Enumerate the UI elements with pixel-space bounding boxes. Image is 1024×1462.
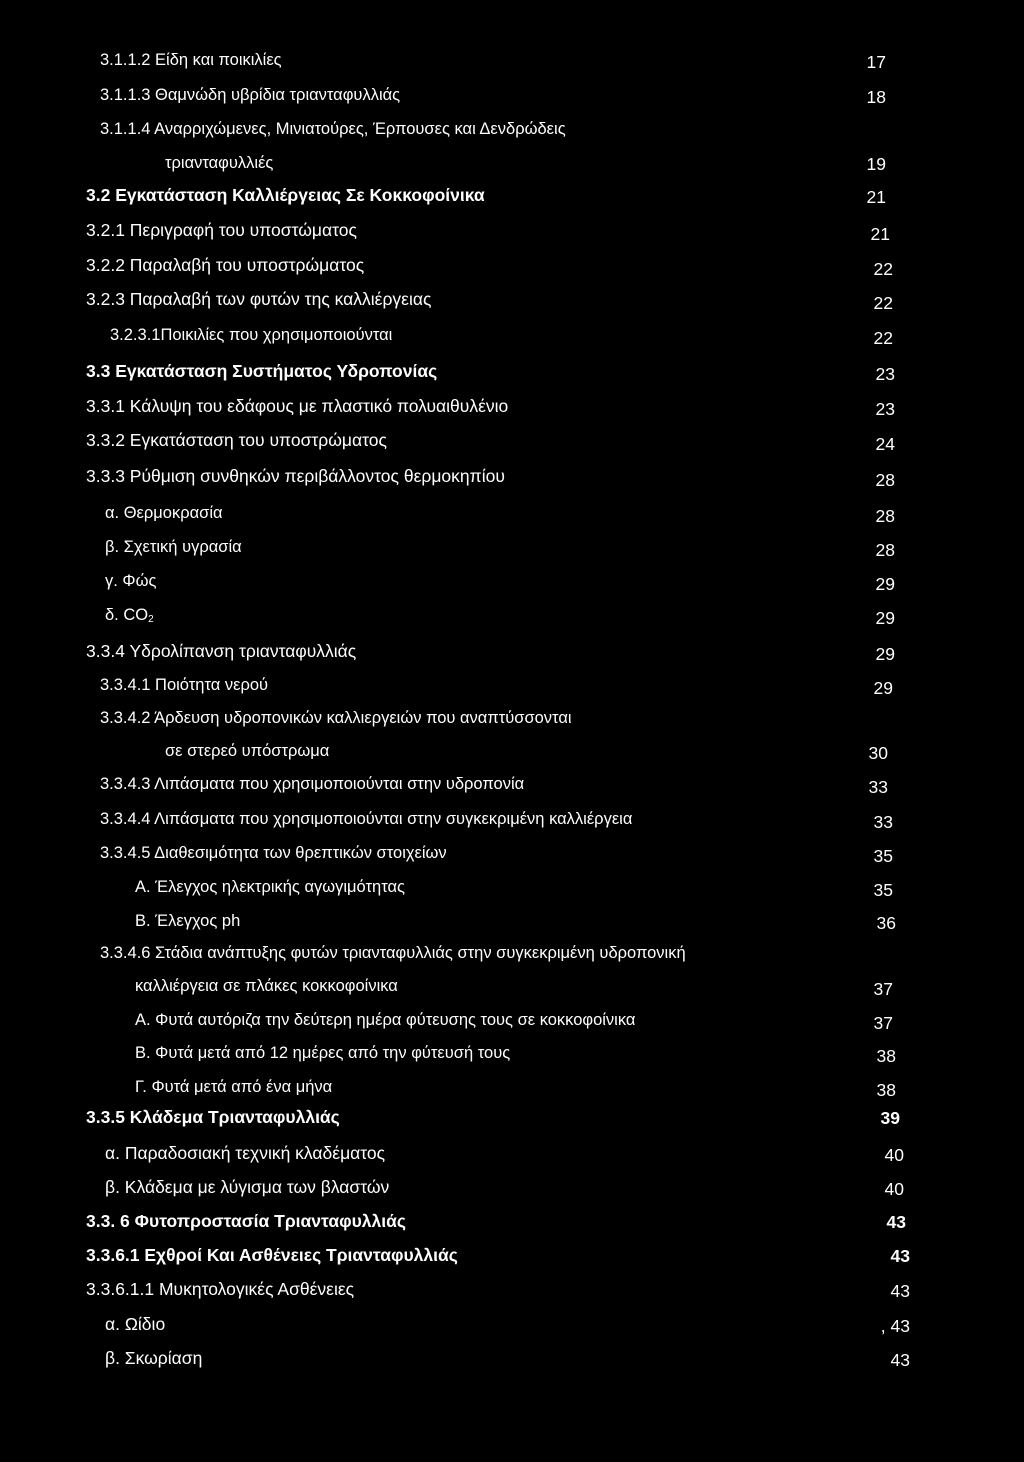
subscript: 2 bbox=[148, 614, 154, 625]
toc-entry: 3.3.4.4 Λιπάσματα που χρησιμοποιούνται στην συγκεκριμένη καλλιέργεια bbox=[100, 810, 633, 828]
toc-entry: α. Θερμοκρασία bbox=[105, 504, 223, 522]
toc-entry: 3.3.4.6 Στάδια ανάπτυξης φυτών τριανταφυλλιάς στην συγκεκριμένη υδροπονική bbox=[100, 944, 686, 962]
toc-entry-co2 bbox=[105, 607, 154, 625]
toc-page-number: 43 bbox=[890, 1281, 910, 1301]
toc-page-number: 21 bbox=[870, 224, 890, 244]
toc-entry: Γ. Φυτά μετά από ένα μήνα bbox=[135, 1078, 333, 1096]
toc-page-number: 35 bbox=[873, 880, 893, 900]
toc-entry: 3.3.4.3 Λιπάσματα που χρησιμοποιούνται στην υδροπονία bbox=[100, 775, 525, 793]
toc-entry: 3.3.1 Κάλυψη του εδάφους με πλαστικό πολυαιθυλένιο bbox=[86, 396, 509, 416]
toc-entry: Α. Φυτά αυτόριζα την δεύτερη ημέρα φύτευσης τους σε κοκκοφοίνικα bbox=[135, 1011, 636, 1029]
toc-page-number: 37 bbox=[873, 979, 893, 999]
toc-entry: 3.2.3.1Ποικιλίες που χρησιμοποιούνται bbox=[110, 326, 393, 344]
toc-page-number: 22 bbox=[873, 293, 893, 313]
toc-page-number: 24 bbox=[875, 434, 895, 454]
toc-entry: 3.3.4.5 Διαθεσιμότητα των θρεπτικών στοιχείων bbox=[100, 844, 447, 862]
toc-page-number: 29 bbox=[875, 608, 895, 628]
toc-page-number: 28 bbox=[875, 470, 895, 490]
toc-entry: καλλιέργεια σε πλάκες κοκκοφοίνικα bbox=[135, 977, 398, 995]
toc-page-number: 37 bbox=[873, 1013, 893, 1033]
toc-entry: 3.3.4 Υδρολίπανση τριανταφυλλιάς bbox=[86, 641, 357, 661]
toc-page-number: 39 bbox=[880, 1108, 900, 1128]
toc-entry: 3.3.2 Εγκατάσταση του υποστρώματος bbox=[86, 430, 387, 450]
toc-page-number: 17 bbox=[866, 52, 886, 72]
toc-page-number: 33 bbox=[873, 812, 893, 832]
toc-page-number: 38 bbox=[876, 1046, 896, 1066]
toc-entry: 3.3 Εγκατάσταση Συστήματος Υδροπονίας bbox=[86, 361, 438, 381]
toc-entry: γ. Φώς bbox=[105, 572, 157, 590]
toc-page-number: 23 bbox=[875, 364, 895, 384]
toc-page-number: 43 bbox=[886, 1212, 906, 1232]
toc-entry: 3.3.5 Κλάδεμα Τριανταφυλλιάς bbox=[86, 1107, 340, 1127]
toc-page-number: 29 bbox=[875, 574, 895, 594]
toc-page-number: 43 bbox=[890, 1350, 910, 1370]
toc-entry: 3.2.1 Περιγραφή του υποστώματος bbox=[86, 220, 357, 240]
toc-page-number: 35 bbox=[873, 846, 893, 866]
toc-entry: 3.3.3 Ρύθμιση συνθηκών περιβάλλοντος θερμοκηπίου bbox=[86, 466, 505, 486]
toc-entry: 3.1.1.2 Είδη και ποικιλίες bbox=[100, 51, 282, 69]
toc-entry: 3.3. 6 Φυτοπροστασία Τριανταφυλλιάς bbox=[86, 1211, 406, 1231]
toc-entry: Β. Φυτά μετά από 12 ημέρες από την φύτευσή τους bbox=[135, 1044, 511, 1062]
toc-page-number: 21 bbox=[866, 187, 886, 207]
toc-entry: 3.2 Εγκατάσταση Καλλιέργειας Σε Κοκκοφοίνικα bbox=[86, 185, 485, 205]
toc-entry: α. Ωίδιο bbox=[105, 1314, 166, 1334]
toc-page-number: 36 bbox=[876, 913, 896, 933]
toc-page-number: 22 bbox=[873, 259, 893, 279]
toc-entry: 3.1.1.3 Θαμνώδη υβρίδια τριανταφυλλιάς bbox=[100, 86, 401, 104]
toc-page-number: 33 bbox=[868, 777, 888, 797]
toc-entry-text: δ. CO bbox=[105, 606, 149, 624]
toc-page-number: 29 bbox=[873, 678, 893, 698]
toc-page-number: 28 bbox=[875, 540, 895, 560]
toc-page-number: 19 bbox=[866, 154, 886, 174]
toc-entry: σε στερεό υπόστρωμα bbox=[165, 742, 330, 760]
toc-entry: 3.3.6.1.1 Μυκητολογικές Ασθένειες bbox=[86, 1279, 355, 1299]
toc-entry: 3.1.1.4 Αναρριχώμενες, Μινιατούρες, Έρπουσες και Δενδρώδεις bbox=[100, 120, 566, 138]
toc-entry: 3.3.4.1 Ποιότητα νερού bbox=[100, 676, 269, 694]
toc-entry: τριανταφυλλιές bbox=[165, 154, 274, 172]
toc-entry: 3.2.2 Παραλαβή του υποστρώματος bbox=[86, 255, 365, 275]
toc-page-number: 29 bbox=[875, 644, 895, 664]
toc-page-number: 18 bbox=[866, 87, 886, 107]
toc-page-number: 40 bbox=[884, 1179, 904, 1199]
toc-page-number: 43 bbox=[890, 1246, 910, 1266]
toc-entry: 3.3.4.2 Άρδευση υδροπονικών καλλιεργειών που αναπτύσσονται bbox=[100, 709, 572, 727]
toc-entry: Β. Έλεγχος ph bbox=[135, 912, 241, 930]
toc-page-number: , 43 bbox=[880, 1316, 910, 1336]
toc-entry: Α. Έλεγχος ηλεκτρικής αγωγιμότητας bbox=[135, 878, 405, 896]
toc-entry: α. Παραδοσιακή τεχνική κλαδέματος bbox=[105, 1143, 386, 1163]
toc-page-number: 38 bbox=[876, 1080, 896, 1100]
toc-entry: β. Κλάδεμα με λύγισμα των βλαστών bbox=[105, 1177, 390, 1197]
toc-entry: 3.3.6.1 Εχθροί Και Ασθένειες Τριανταφυλλιάς bbox=[86, 1245, 458, 1265]
toc-entry: β. Σχετική υγρασία bbox=[105, 538, 242, 556]
toc-page-number: 30 bbox=[868, 743, 888, 763]
toc-page-number: 22 bbox=[873, 328, 893, 348]
toc-page-number: 23 bbox=[875, 399, 895, 419]
toc-page-number: 28 bbox=[875, 506, 895, 526]
toc-entry: 3.2.3 Παραλαβή των φυτών της καλλιέργειας bbox=[86, 289, 432, 309]
toc-page-number: 40 bbox=[884, 1145, 904, 1165]
toc-entry: β. Σκωρίαση bbox=[105, 1348, 203, 1368]
